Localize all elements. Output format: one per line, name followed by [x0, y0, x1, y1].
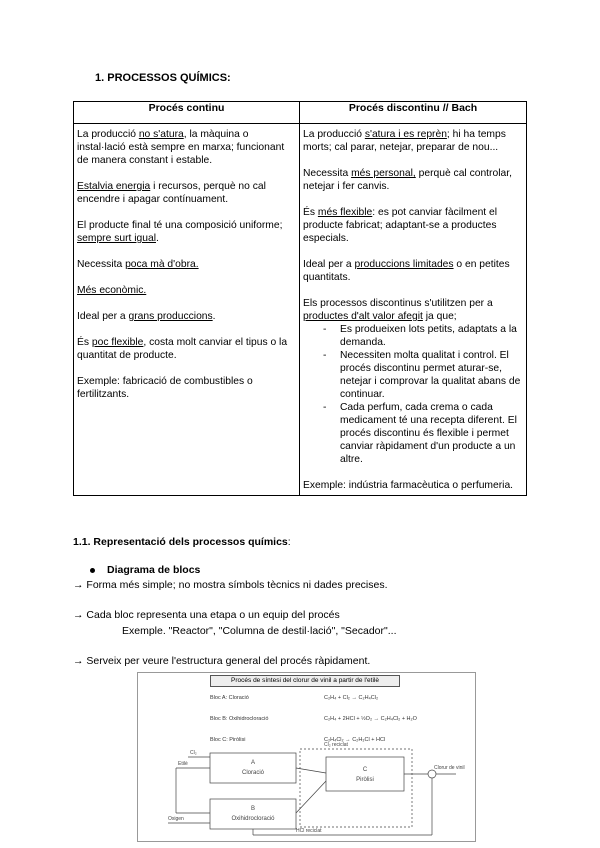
underlined-text: Estalvia energia	[77, 181, 151, 192]
text: La producció	[77, 129, 139, 140]
text: i recursos, perquè no cal encendre i apagar contínuament.	[77, 181, 266, 205]
equation-a: C₂H₄ + Cl₂ → C₂H₄Cl₂	[324, 695, 379, 701]
paragraph	[77, 128, 296, 167]
text: .	[212, 311, 216, 322]
text: .	[155, 233, 159, 244]
continuous-cell	[74, 124, 300, 496]
figure-title: Procés de síntesi del clorur de vinil a partir de l'etilè	[210, 675, 400, 687]
header-continuous: Procés continu	[74, 102, 300, 124]
text: Necessita	[77, 259, 126, 270]
block-c-label: C	[362, 767, 368, 773]
text: És	[303, 207, 318, 218]
chlorine-label: Cl₂	[190, 750, 197, 756]
comparison-table	[73, 101, 527, 496]
paragraph	[77, 219, 296, 245]
text: : es pot canviar fàcilment el producte fabricat; adaptant-se a productes especials.	[303, 207, 498, 244]
block-b-name: Oxihidrocloració	[231, 816, 275, 822]
block-a-box	[210, 753, 296, 783]
block-diagram-figure	[137, 672, 476, 842]
underlined-text: no s'atura	[138, 129, 184, 140]
text: La producció	[303, 129, 365, 140]
example-line: Exemple. "Reactor", "Columna de destil·lació", "Secador"...	[122, 625, 397, 637]
block-b-box	[210, 799, 296, 829]
bullet-text: Diagrama de blocs	[107, 564, 201, 576]
text: ; hi ha temps morts; cal parar, netejar, preparar de nou...	[303, 129, 506, 153]
paragraph	[77, 310, 296, 323]
block-a-name: Cloració	[241, 770, 265, 776]
text: És	[77, 337, 92, 348]
block-a-label: A	[250, 760, 256, 766]
recycle-loop	[300, 749, 412, 827]
underlined-text: Més econòmic.	[77, 285, 147, 296]
diagram-graphic	[138, 673, 475, 841]
batch-cell	[300, 124, 527, 496]
underlined-text: poc flexible	[91, 337, 144, 348]
block-b-label: B	[250, 806, 256, 812]
underlined-text: s'atura i es reprèn	[364, 129, 447, 140]
paragraph	[303, 297, 523, 323]
b-to-c-line	[296, 781, 326, 813]
subsection-title	[73, 536, 291, 548]
text: ja que;	[422, 311, 457, 322]
bloc-b-caption: Bloc B: Oxihidrocloració	[210, 716, 269, 722]
arrow-line: → Forma més simple; no mostra símbols tècnics ni dades precises.	[73, 579, 388, 591]
subsection-title-colon: :	[287, 536, 291, 548]
paragraph	[303, 258, 523, 284]
reasons-list	[303, 323, 523, 466]
equation-b: C₂H₄ + 2HCl + ½O₂ → C₂H₄Cl₂ + H₂O	[324, 716, 417, 722]
text: o en petites quantitats.	[303, 259, 510, 283]
table-header-row	[74, 102, 527, 124]
paragraph	[303, 206, 523, 245]
text: Necessita	[303, 168, 352, 179]
text: El producte final té una composició uniforme;	[77, 220, 283, 231]
section-heading: 1. PROCESSOS QUÍMICS:	[95, 72, 231, 84]
bloc-a-caption: Bloc A: Cloració	[210, 695, 249, 701]
paragraph	[77, 258, 296, 271]
a-to-c-line	[296, 768, 326, 773]
table-row	[74, 124, 527, 496]
paragraph	[77, 180, 296, 206]
text: Ideal per a	[77, 311, 129, 322]
underlined-text: sempre surt igual	[77, 233, 156, 244]
arrow-line: → Serveix per veure l'estructura general del procés ràpidament.	[73, 655, 371, 667]
underlined-text: grans produccions	[128, 311, 213, 322]
underlined-text: més personal,	[351, 168, 416, 179]
equation-c: C₂H₄Cl₂ → C₂H₃Cl + HCl	[324, 737, 386, 743]
separator-icon	[428, 770, 436, 778]
underlined-text: productes d'alt valor afegit	[303, 311, 423, 322]
text: perquè cal controlar, netejar i fer canvis.	[303, 168, 512, 192]
text: Els processos discontinus s'utilitzen per a	[303, 298, 493, 309]
paragraph	[303, 128, 523, 154]
subsection-title-text: 1.1. Representació dels processos químics	[73, 536, 288, 548]
oxygen-label: Oxigen	[168, 816, 184, 822]
example-paragraph: Exemple: fabricació de combustibles o fertilitzants.	[77, 376, 253, 400]
list-item: - Necessiten molta qualitat i control. El procés discontinu permet aturar-se, netejar i comprovar la qualitat abans de continuar.	[303, 349, 523, 401]
list-item: - Es produeixen lots petits, adaptats a la demanda.	[303, 323, 523, 349]
example-paragraph: Exemple: indústria farmacèutica o perfumeria.	[303, 480, 514, 491]
paragraph	[303, 167, 523, 193]
underlined-text: poca mà d'obra.	[125, 259, 199, 270]
arrow-line: → Cada bloc representa una etapa o un equip del procés	[73, 609, 340, 621]
hcl-label: HCl reciclat	[296, 828, 322, 834]
text: , costa molt canviar el tipus o la quantitat de producte.	[77, 337, 288, 361]
underlined-text: produccions limitades	[354, 259, 454, 270]
header-batch: Procés discontinu // Bach	[300, 102, 527, 124]
recycle-label: Cl₂ reciclat	[324, 742, 348, 748]
bullet-item	[90, 564, 200, 576]
paragraph	[77, 336, 296, 362]
paragraph	[77, 284, 296, 297]
product-label: Clorur de vinil	[434, 765, 465, 771]
bloc-c-caption: Bloc C: Piròlisi	[210, 737, 246, 743]
text: , la màquina o instal·lació està sempre en marxa; funcionant de manera constant i estable.	[77, 129, 285, 166]
etile-label: Etilè	[178, 761, 188, 767]
block-c-name: Piròlisi	[356, 777, 374, 783]
list-item: - Cada perfum, cada crema o cada medicament té una recepta diferent. El procés discontinu és flexible i permet canviar ràpidament d'un producte a un altre.	[303, 401, 523, 466]
underlined-text: més flexible	[317, 207, 373, 218]
block-c-box	[326, 757, 404, 791]
text: Ideal per a	[303, 259, 355, 270]
bullet-icon	[90, 568, 95, 573]
